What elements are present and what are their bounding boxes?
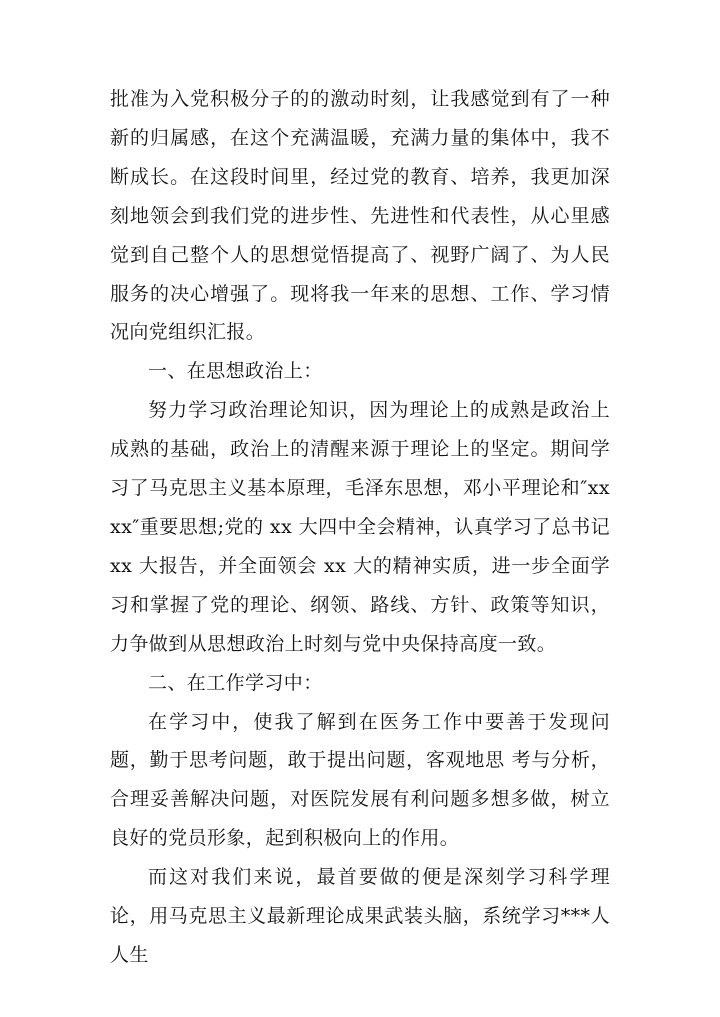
document-body	[110, 80, 610, 975]
paragraph-work-study: 在学习中，使我了解到在医务工作中要善于发现问题，勤于思考问题，敢于提出问题，客观地思 考与分析，合理妥善解决问题，对医院发展有利问题多想多做，树立良好的党员形象，起到积极向上的作用。	[110, 710, 610, 850]
section-heading-ideology: 一、在思想政治上：	[148, 360, 323, 383]
section-heading-work-study: 二、在工作学习中：	[148, 671, 323, 694]
paragraph-theory-study: 而这对我们来说，最首要做的便是深刻学习科学理论，用马克思主义最新理论成果武装头脑，系统学习***人人生	[110, 866, 610, 966]
paragraph-intro: 批准为入党积极分子的的激动时刻，让我感觉到有了一种新的归属感，在这个充满温暖，充满力量的集体中，我不断成长。在这段时间里，经过党的教育、培养，我更加深刻地领会到我们党的进步性、先进性和代表性，从心里感觉到自己整个人的思想觉悟提高了、视野广阔了、为人民服务的决心增强了。现将我一年来的思想、工作、学习情况向党组织汇报。	[110, 88, 610, 344]
paragraph-ideology: 努力学习政治理论知识，因为理论上的成熟是政治上成熟的基础，政治上的清醒来源于理论上的坚定。期间学习了马克思主义基本原理，毛泽东思想，邓小平理论和″xxxx″重要思想;党的 xx 大四中全会精神，认真学习了总书记 xx 大报告，并全面领会 xx 大的精神实质，进一步全面学习和掌握了党的理论、纲领、路线、方针、政策等知识，力争做到从思想政治上时刻与党中央保持高度一致。	[110, 399, 610, 655]
